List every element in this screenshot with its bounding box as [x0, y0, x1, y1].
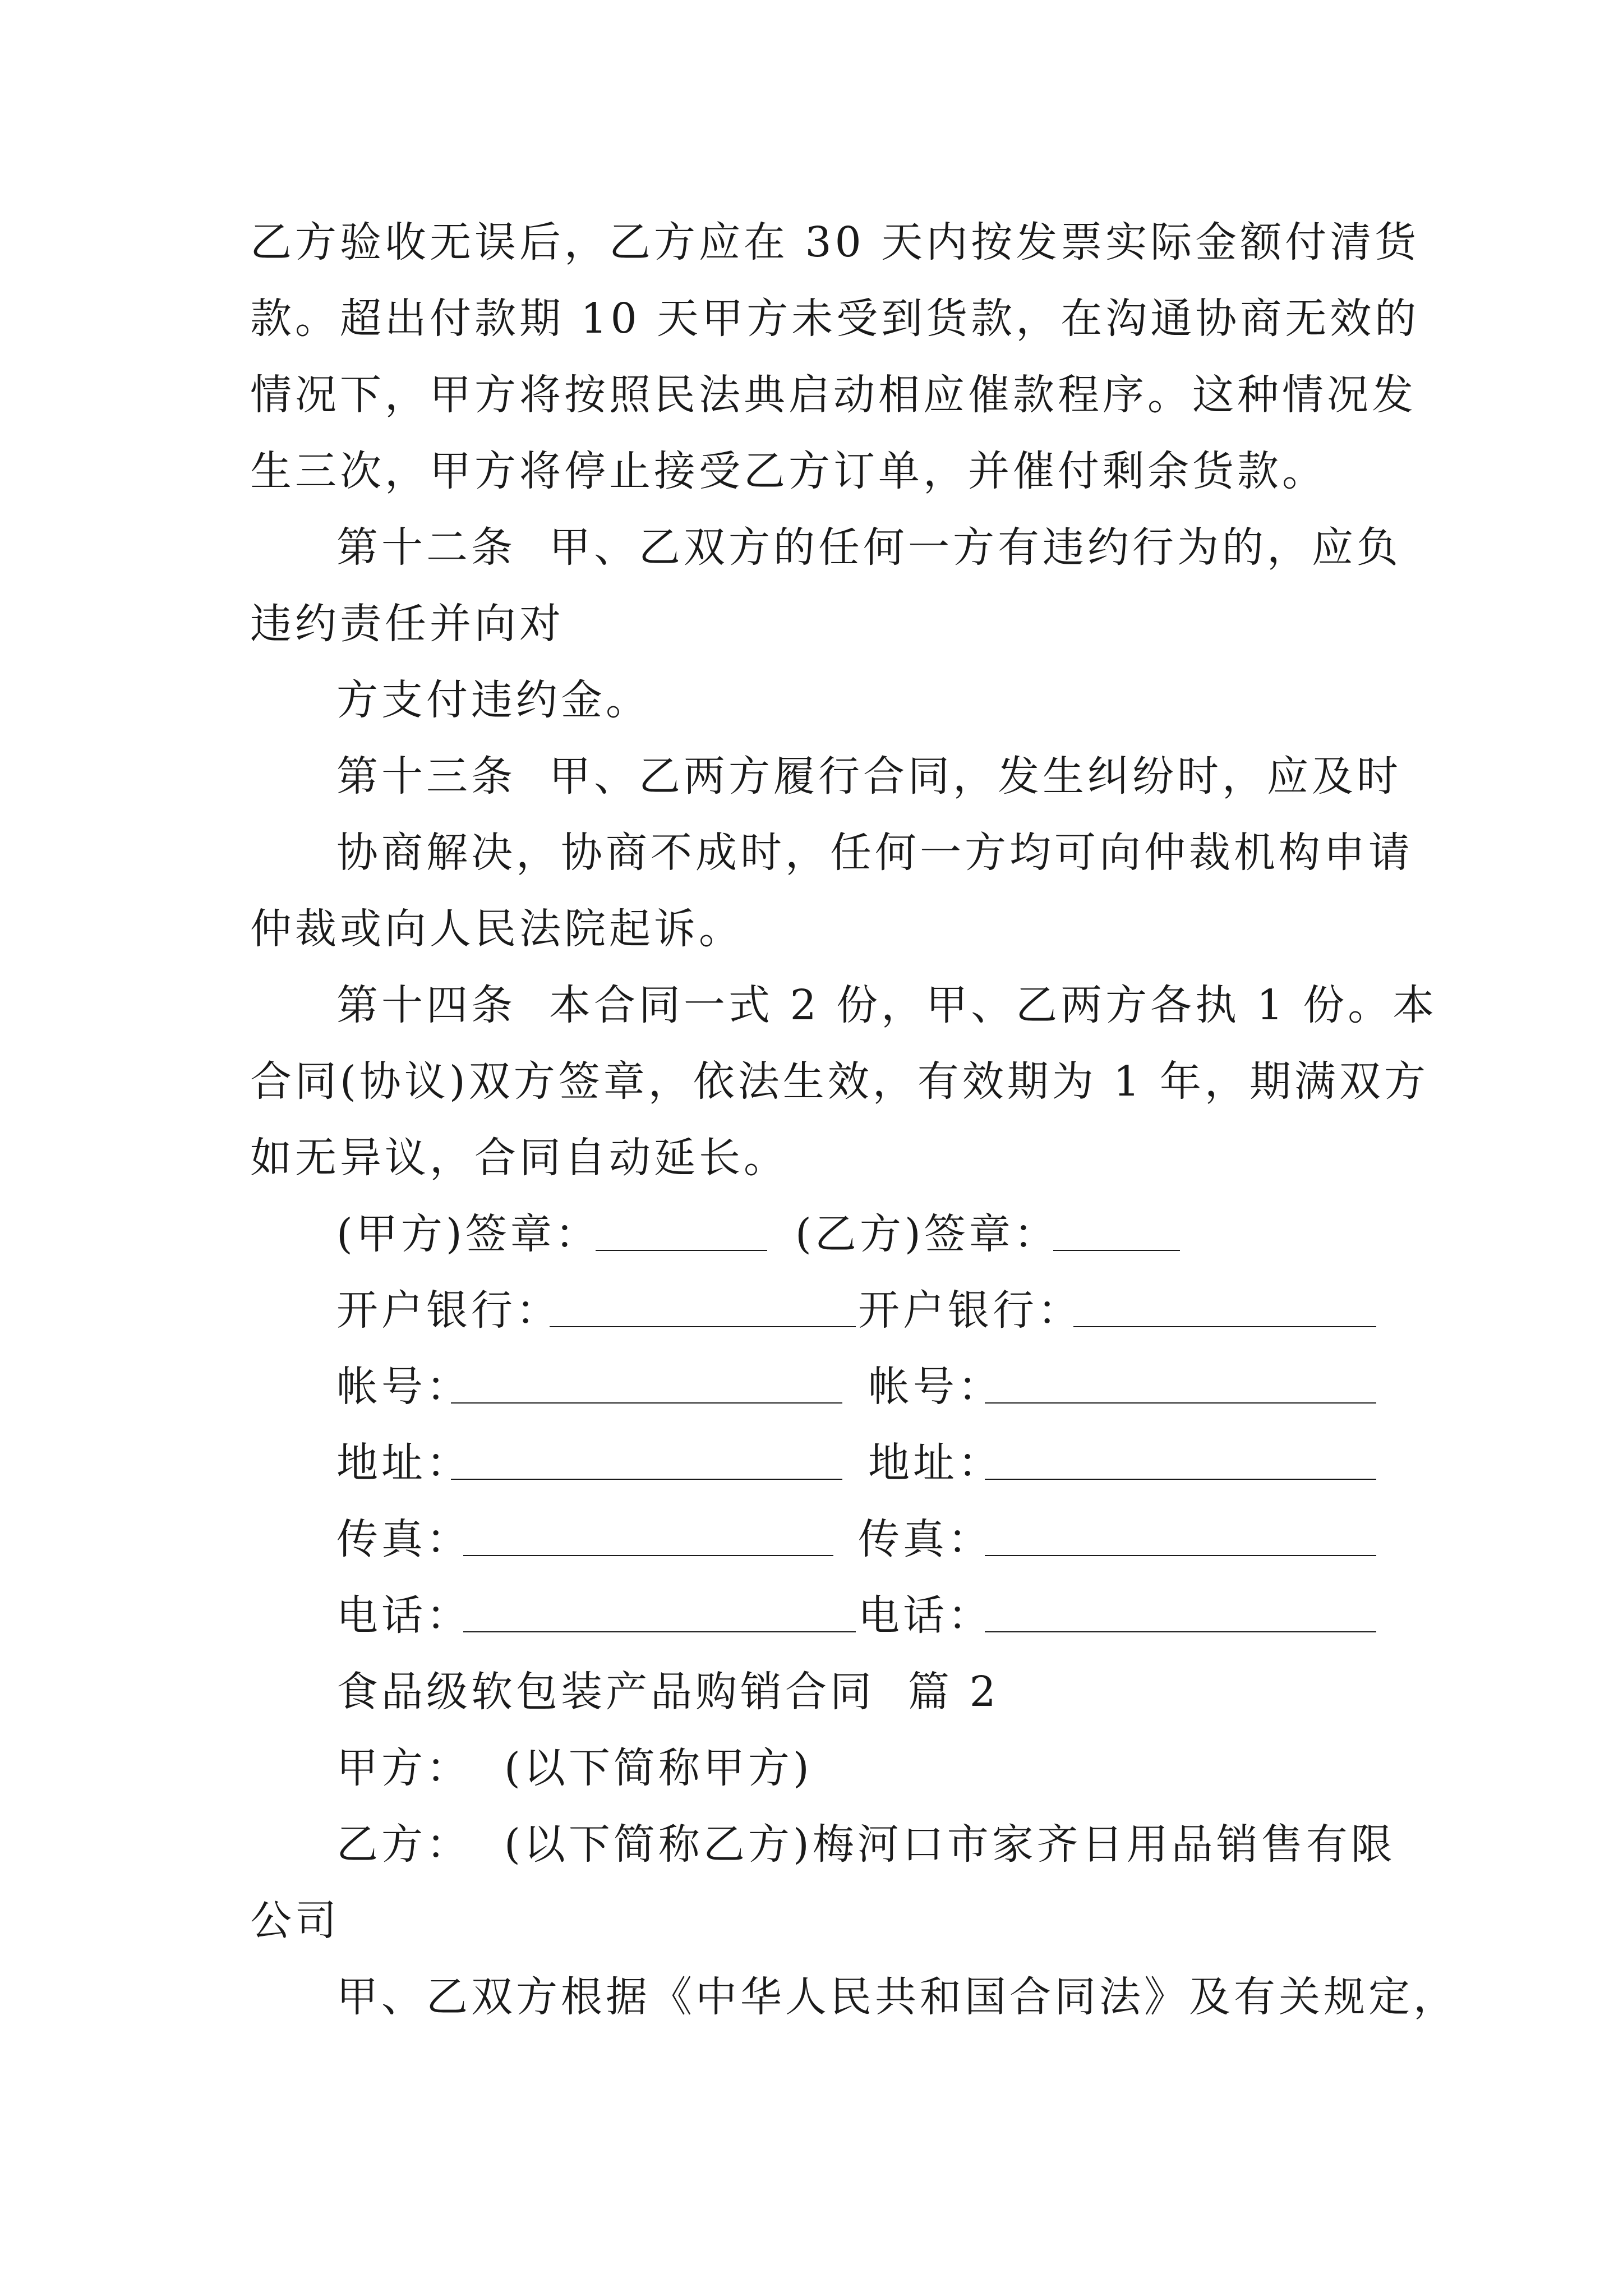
article-12-line-2: 违约责任并向对 — [250, 600, 564, 648]
party-b-account-label: 帐号： — [868, 1363, 1003, 1411]
payment-terms-line-4: 生三次，甲方将停止接受乙方订单，并催付剩余货款。 — [250, 447, 1327, 495]
party-a-account-line[interactable] — [451, 1402, 842, 1404]
party-a-bank-label: 开户银行： — [336, 1286, 561, 1335]
section-2-party-b-line-2: 公司 — [250, 1897, 340, 1945]
article-14-line-3: 如无异议，合同自动延长。 — [250, 1134, 789, 1182]
party-b-account-line[interactable] — [985, 1402, 1376, 1404]
party-b-phone-label: 电话： — [858, 1591, 993, 1640]
party-b-address-line[interactable] — [985, 1479, 1376, 1480]
party-b-address-label: 地址： — [868, 1439, 1003, 1487]
section-2-basis-line-1: 甲、乙双方根据《中华人民共和国合同法》及有关规定， — [336, 1973, 1458, 2021]
party-a-address-line[interactable] — [451, 1479, 842, 1480]
party-b-signature-label: (乙方)签章： — [795, 1210, 1059, 1258]
party-a-bank-line[interactable] — [550, 1326, 856, 1327]
party-a-fax-label: 传真： — [336, 1515, 471, 1563]
party-b-fax-label: 传真： — [858, 1515, 993, 1563]
party-b-bank-line[interactable] — [1073, 1326, 1376, 1327]
party-a-phone-line[interactable] — [463, 1631, 856, 1632]
party-b-phone-line[interactable] — [985, 1631, 1376, 1632]
party-b-bank-label: 开户银行： — [858, 1286, 1082, 1335]
article-12-line-1: 第十二条 甲、乙双方的任何一方有违约行为的，应负 — [336, 523, 1402, 572]
article-13-line-1: 第十三条 甲、乙两方履行合同，发生纠纷时，应及时 — [336, 752, 1402, 800]
party-b-signature-line[interactable] — [1053, 1250, 1180, 1251]
payment-terms-line-1: 乙方验收无误后，乙方应在 30 天内按发票实际金额付清货 — [250, 218, 1420, 266]
article-13-line-2: 协商解决，协商不成时，任何一方均可向仲裁机构申请 — [336, 829, 1413, 877]
party-a-signature-label: (甲方)签章： — [336, 1210, 600, 1258]
section-2-title: 食品级软包装产品购销合同 篇 2 — [336, 1668, 999, 1716]
party-a-fax-line[interactable] — [463, 1555, 833, 1556]
section-2-party-b-line-1: 乙方： (以下简称乙方)梅河口市家齐日用品销售有限 — [336, 1820, 1396, 1869]
payment-terms-line-2: 款。超出付款期 10 天甲方未受到货款，在沟通协商无效的 — [250, 295, 1420, 343]
party-a-account-label: 帐号： — [336, 1363, 471, 1411]
payment-terms-line-3: 情况下，甲方将按照民法典启动相应催款程序。这种情况发 — [250, 371, 1417, 419]
party-a-phone-label: 电话： — [336, 1591, 471, 1640]
article-12-line-3: 方支付违约金。 — [336, 676, 651, 724]
article-14-line-1: 第十四条 本合同一式 2 份，甲、乙两方各执 1 份。本 — [336, 981, 1438, 1029]
party-a-address-label: 地址： — [336, 1439, 471, 1487]
party-b-fax-line[interactable] — [985, 1555, 1376, 1556]
party-a-signature-line[interactable] — [596, 1250, 767, 1251]
section-2-party-a: 甲方： (以下简称甲方) — [336, 1744, 813, 1792]
article-14-line-2: 合同(协议)双方签章，依法生效，有效期为 1 年，期满双方 — [250, 1057, 1429, 1106]
article-13-line-3: 仲裁或向人民法院起诉。 — [250, 905, 744, 953]
